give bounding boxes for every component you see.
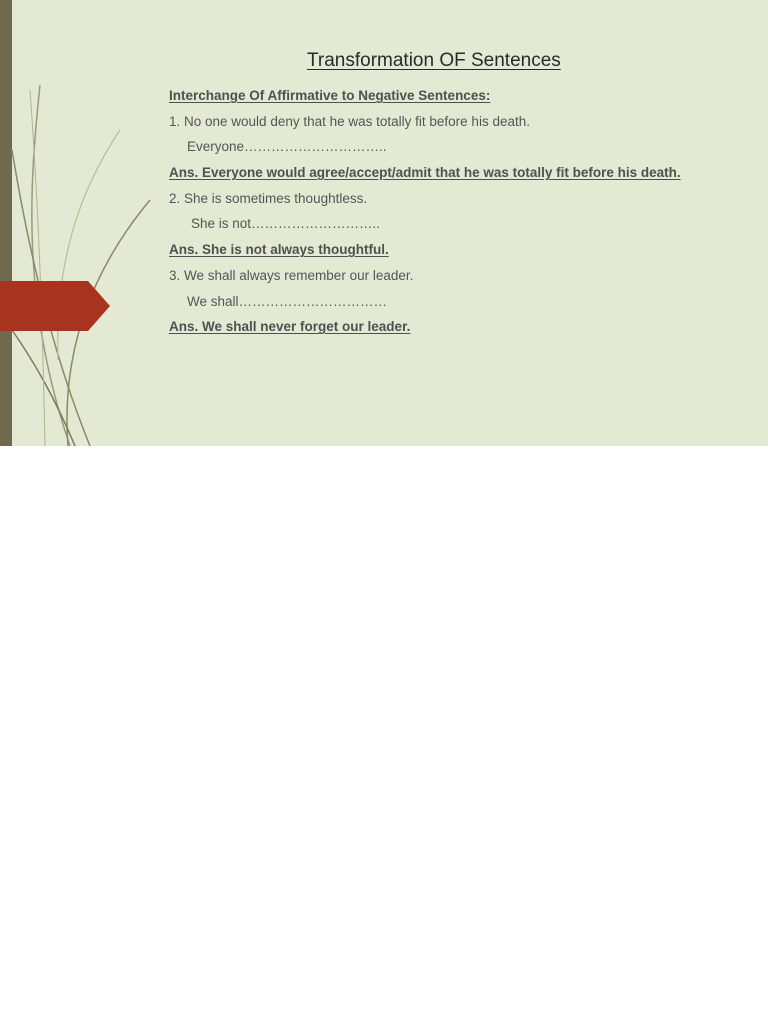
question-1: 1. No one would deny that he was totally fit before his death. — [169, 113, 530, 129]
prompt-2: She is not……………………….. — [191, 216, 381, 232]
answer-3: Ans. We shall never forget our leader. — [169, 319, 411, 335]
answer-2: Ans. She is not always thoughtful. — [169, 242, 389, 258]
slide — [0, 0, 768, 446]
red-arrow-tab — [0, 281, 110, 331]
section-heading: Interchange Of Affirmative to Negative Sentences: — [169, 88, 491, 103]
prompt-3: We shall…………………………… — [187, 293, 388, 309]
question-2: 2. She is sometimes thoughtless. — [169, 190, 368, 206]
question-3: 3. We shall always remember our leader. — [169, 267, 414, 283]
decorative-leaf-lines — [0, 0, 160, 446]
slide-title: Transformation OF Sentences — [307, 50, 561, 71]
answer-1: Ans. Everyone would agree/accept/admit that he was totally fit before his death. — [169, 165, 681, 181]
slide-content — [169, 86, 759, 343]
prompt-1: Everyone………………………….. — [187, 139, 387, 155]
